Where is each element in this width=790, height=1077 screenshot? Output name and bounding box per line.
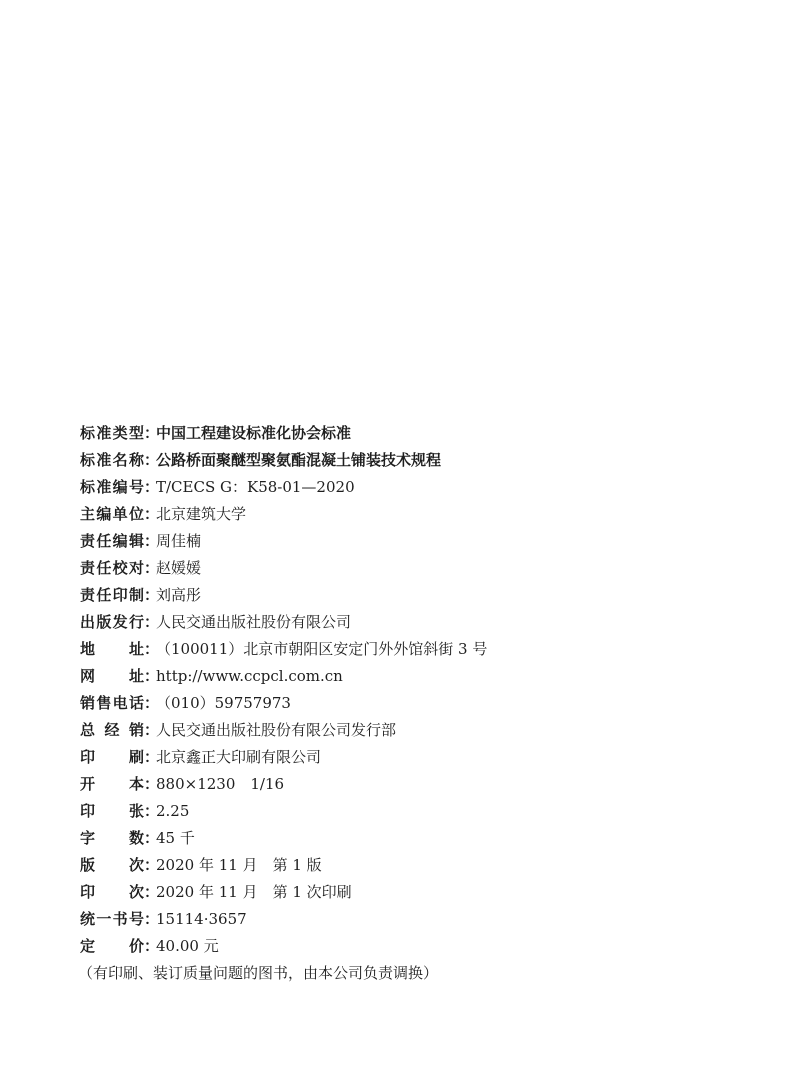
row-label: 销售电话	[80, 694, 144, 712]
row-colon: ：	[144, 640, 160, 658]
row-value: 2020 年 11 月 第 1 次印刷	[156, 883, 352, 901]
row-label: 责任编辑	[80, 532, 144, 550]
row-colon: ：	[144, 721, 160, 739]
row-value: （100011）北京市朝阳区安定门外外馆斜街 3 号	[156, 640, 488, 658]
row-label: 主编单位	[80, 505, 144, 523]
info-row	[80, 447, 720, 474]
row-label: 出版发行	[80, 613, 144, 631]
info-row	[80, 906, 720, 933]
row-value: 880×1230 1/16	[156, 775, 285, 793]
info-row	[80, 528, 720, 555]
info-row	[80, 636, 720, 663]
row-label: 总 经 销	[80, 721, 144, 739]
row-colon: ：	[144, 613, 160, 631]
row-colon: ：	[144, 802, 160, 820]
row-colon: ：	[144, 910, 160, 928]
info-row	[80, 825, 720, 852]
row-value: 北京建筑大学	[156, 505, 247, 523]
row-label: 定 价	[80, 937, 144, 955]
row-colon: ：	[144, 424, 160, 442]
info-row	[80, 852, 720, 879]
info-row	[80, 798, 720, 825]
row-label: 地 址	[80, 640, 144, 658]
row-label: 印 刷	[80, 748, 144, 766]
row-colon: ：	[144, 586, 160, 604]
info-row	[80, 744, 720, 771]
row-colon: ：	[144, 937, 160, 955]
info-row	[80, 501, 720, 528]
info-row	[80, 555, 720, 582]
row-colon: ：	[144, 505, 160, 523]
row-colon: ：	[144, 856, 160, 874]
row-label: 标准名称	[80, 451, 144, 469]
row-label: 统一书号	[80, 910, 144, 928]
info-row	[80, 933, 720, 960]
row-label: 标准类型	[80, 424, 144, 442]
row-label: 印 次	[80, 883, 144, 901]
info-row	[80, 582, 720, 609]
info-row	[80, 474, 720, 501]
row-value: 人民交通出版社股份有限公司	[156, 613, 352, 631]
row-colon: ：	[144, 829, 160, 847]
row-value: T/CECS G：K58-01—2020	[156, 478, 355, 496]
info-row	[80, 663, 720, 690]
quality-notice: （有印刷、装订质量问题的图书，由本公司负责调换）	[78, 964, 439, 982]
row-value: 刘高彤	[156, 586, 202, 604]
info-row	[80, 420, 720, 447]
row-value: 公路桥面聚醚型聚氨酯混凝土铺装技术规程	[156, 451, 442, 469]
row-colon: ：	[144, 883, 160, 901]
info-row	[80, 690, 720, 717]
row-colon: ：	[144, 559, 160, 577]
row-colon: ：	[144, 478, 160, 496]
row-value: 赵媛媛	[156, 559, 202, 577]
row-colon: ：	[144, 667, 160, 685]
row-value: 中国工程建设标准化协会标准	[156, 424, 352, 442]
row-label: 字 数	[80, 829, 144, 847]
row-label: 责任印制	[80, 586, 144, 604]
row-value: 45 千	[156, 829, 195, 847]
row-colon: ：	[144, 451, 160, 469]
row-value: 周佳楠	[156, 532, 202, 550]
row-label: 印 张	[80, 802, 144, 820]
info-row	[80, 879, 720, 906]
row-colon: ：	[144, 775, 160, 793]
publication-info-list	[80, 420, 720, 960]
row-value: 2.25	[156, 802, 190, 820]
info-row	[80, 717, 720, 744]
row-value: 2020 年 11 月 第 1 版	[156, 856, 322, 874]
row-value: 40.00 元	[156, 937, 219, 955]
row-label: 责任校对	[80, 559, 144, 577]
row-colon: ：	[144, 532, 160, 550]
row-value: 人民交通出版社股份有限公司发行部	[156, 721, 397, 739]
info-row	[80, 609, 720, 636]
row-colon: ：	[144, 748, 160, 766]
row-label: 版 次	[80, 856, 144, 874]
row-value: 北京鑫正大印刷有限公司	[156, 748, 322, 766]
row-label: 开 本	[80, 775, 144, 793]
info-row	[80, 771, 720, 798]
row-colon: ：	[144, 694, 160, 712]
row-value: 15114·3657	[156, 910, 247, 928]
row-value: http://www.ccpcl.com.cn	[156, 667, 343, 685]
row-label: 标准编号	[80, 478, 144, 496]
row-label: 网 址	[80, 667, 144, 685]
row-value: （010）59757973	[156, 694, 291, 712]
